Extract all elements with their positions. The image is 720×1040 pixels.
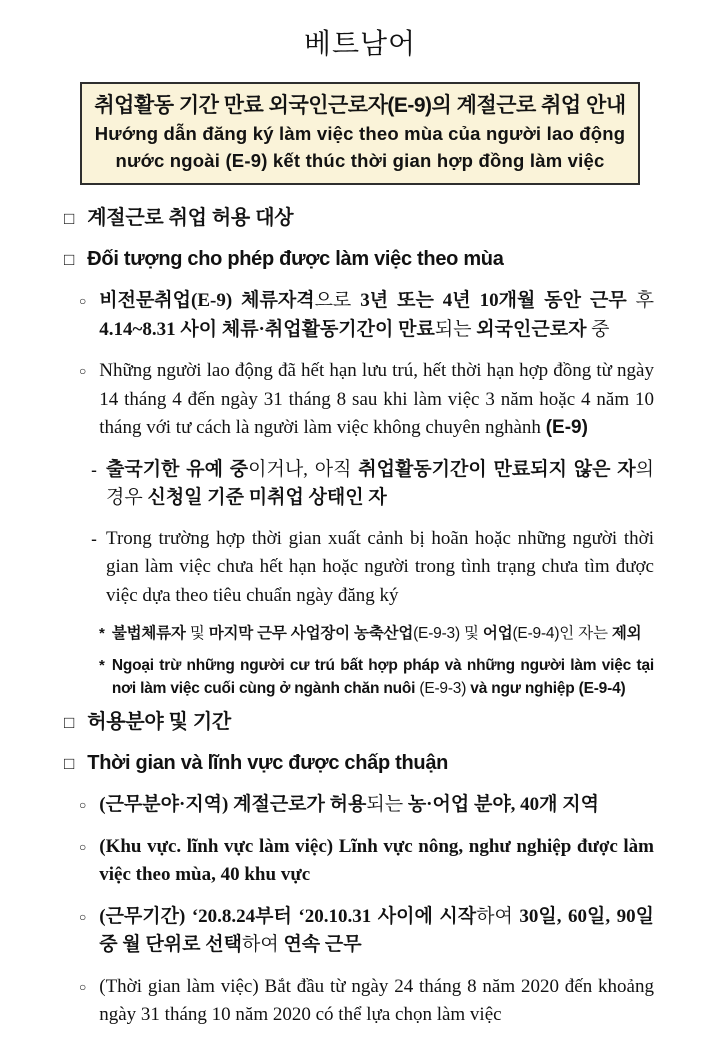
text-segment: 및 <box>185 625 209 642</box>
text-segment: 으로 <box>314 290 361 311</box>
text-segment: Những người lao động đã hết hạn lưu trú, hết thời hạn hợp đồng từ ngày 14 tháng 4 đến ngày 31 tháng 8 sau khi làm việc 3 năm hoặc 4 năm 10 tháng với tư cách là người làm việc không chuyên nghành <box>99 360 654 438</box>
circle-text <box>99 903 654 960</box>
asterisk-marker: * <box>99 625 105 642</box>
dash-text <box>106 456 654 513</box>
section-text <box>87 205 654 231</box>
footnote-exclusion-vi <box>99 654 654 700</box>
bullet-work-field-ko <box>79 791 654 820</box>
circle-text <box>99 287 654 344</box>
section-heading-allowed-field-vi <box>64 750 654 776</box>
text-segment: 연속 근무 <box>283 934 362 955</box>
bullet-work-field-vi <box>79 833 654 890</box>
text-segment: (Thời gian làm việc) Bắt đầu từ ngày 24 tháng 8 năm 2020 đến khoảng ngày 31 tháng 10 năm 2020 có thể lựa chọn làm việc <box>99 975 654 1025</box>
section-heading-allowed-field-ko <box>64 709 654 735</box>
document-body <box>0 185 720 1030</box>
circle-bullet-marker: ○ <box>79 909 87 924</box>
text-segment: (근무분야·지역) 계절근로가 허용 <box>99 794 367 815</box>
text-segment: (E-9) <box>545 417 588 438</box>
text-segment: 신청일 기준 미취업 상태인 자 <box>147 487 387 508</box>
text-segment: 비전문취업(E-9) 체류자격 <box>99 290 315 311</box>
dash-bullet-marker: - <box>91 459 97 480</box>
text-segment: (근무기간) ‘20.8.24부터 ‘20.10.31 사이에 시작 <box>99 905 477 927</box>
text-segment: 이거나, 아직 <box>248 458 359 480</box>
text-segment: 불법체류자 <box>111 625 186 642</box>
square-bullet-marker: □ <box>64 250 75 269</box>
text-segment: (E-9-4) <box>512 625 560 642</box>
text-segment: 허용분야 및 기간 <box>87 711 231 733</box>
dash-text <box>106 525 654 611</box>
bullet-work-period-vi <box>79 973 654 1030</box>
text-segment: Thời gian và lĩnh vực được chấp thuận <box>87 752 449 774</box>
square-bullet-marker: □ <box>64 713 75 732</box>
text-segment: 되는 <box>366 794 408 815</box>
page-title: 베트남어 <box>303 28 417 59</box>
text-segment: 마지막 근무 사업장이 농축산업 <box>208 625 414 642</box>
section-heading-allowed-target-ko <box>64 205 654 231</box>
text-segment: 4.14~8.31 사이 체류·취업활동기간이 만료 <box>99 318 435 340</box>
text-segment: 하여 <box>476 905 520 927</box>
text-segment: 제외 <box>611 625 642 642</box>
text-segment: 출국기한 유예 중 <box>106 458 249 480</box>
bullet-work-period-ko <box>79 903 654 960</box>
asterisk-marker: * <box>99 657 105 674</box>
text-segment: (Khu vực. lĩnh vực làm việc) Lĩnh vực nông, nghư nghiệp được làm việc theo mùa, 40 khu vực <box>99 835 654 885</box>
section-text <box>87 246 654 272</box>
text-segment: Trong trường hợp thời gian xuất cảnh bị hoãn hoặc những người thời gian làm việc chưa hết hạn hoặc người trong tình trạng chưa tìm được việc dựa theo tiêu chuẩn ngày đăng ký <box>106 527 654 606</box>
section-heading-allowed-target-vi <box>64 246 654 272</box>
section-text <box>87 750 654 776</box>
square-bullet-marker: □ <box>64 209 75 228</box>
circle-bullet-marker: ○ <box>79 364 87 378</box>
circle-bullet-marker: ○ <box>79 979 87 994</box>
text-segment: 취업활동기간이 만료되지 않은 자 <box>358 458 636 480</box>
text-segment: 30일, 60일, 90일 중 월 단위로 선택 <box>99 905 654 955</box>
note-text <box>112 654 654 700</box>
square-bullet-marker: □ <box>64 754 75 773</box>
text-segment: 어업 <box>482 625 513 642</box>
section-text <box>87 709 654 735</box>
text-segment: 후 <box>635 290 655 311</box>
text-segment: 및 <box>459 625 483 642</box>
note-text <box>112 622 654 645</box>
text-segment: 외국인근로자 <box>476 318 592 340</box>
notice-title-vietnamese-line2: nước ngoài (E-9) kết thúc thời gian hợp đồng làm việc <box>115 150 605 171</box>
text-segment: và ngư nghiệp <box>466 680 579 697</box>
text-segment: (E-9-3) <box>413 625 460 642</box>
text-segment: 3년 또는 4년 10개월 동안 근무 <box>360 290 636 311</box>
text-segment: 하여 <box>241 934 284 955</box>
text-segment: 중 <box>591 318 610 340</box>
circle-text <box>99 833 654 890</box>
text-segment: 되는 <box>434 318 477 340</box>
bullet-eligibility-ko <box>79 287 654 344</box>
text-segment: (E-9-4) <box>578 680 626 697</box>
sub-item-departure-deferral-vi <box>91 525 654 611</box>
footnote-exclusion-ko <box>99 622 654 645</box>
notice-title-korean: 취업활동 기간 만료 외국인근로자(E-9)의 계절근로 취업 안내 <box>94 94 626 117</box>
circle-bullet-marker: ○ <box>79 839 87 854</box>
notice-title-box <box>80 82 640 185</box>
text-segment: 계절근로 취업 허용 대상 <box>87 207 294 229</box>
text-segment: 의 경우 <box>106 458 654 508</box>
text-segment: (E-9-3) <box>419 680 467 697</box>
circle-text <box>99 973 654 1030</box>
circle-bullet-marker: ○ <box>79 294 87 308</box>
text-segment: Ngoại trừ những người cư trú bất hợp pháp và những người làm việc tại nơi làm việc cuối cùng ở ngành chăn nuôi <box>111 657 654 697</box>
circle-text <box>99 357 654 443</box>
bullet-eligibility-vi <box>79 357 654 443</box>
text-segment: Đối tượng cho phép được làm việc theo mùa <box>87 248 504 270</box>
circle-text <box>99 791 654 820</box>
circle-bullet-marker: ○ <box>79 798 87 812</box>
dash-bullet-marker: - <box>91 528 97 549</box>
notice-title-vietnamese-line1: Hướng dẫn đăng ký làm việc theo mùa của người lao động <box>94 123 626 144</box>
sub-item-departure-deferral-ko <box>91 456 654 513</box>
text-segment: 인 자는 <box>559 625 612 642</box>
text-segment: 농·어업 분야, 40개 지역 <box>407 794 599 815</box>
